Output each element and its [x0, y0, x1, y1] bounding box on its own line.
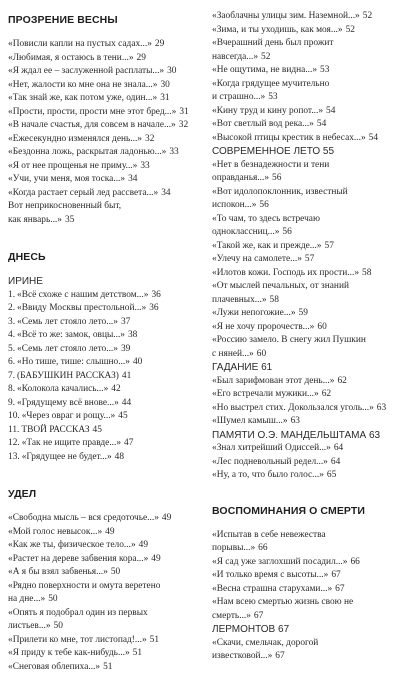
entry-title: «Я сад уже заглохший посадил...»	[212, 556, 348, 567]
toc-entry	[212, 388, 406, 402]
page-number: 64	[333, 443, 344, 453]
section-heading-prozrenie: ПРОЗРЕНИЕ ВЕСНЫ	[8, 14, 118, 26]
entry-number: 9.	[8, 397, 16, 408]
entry-title-line: «Рядно поверхности и омута веретено	[8, 580, 161, 591]
right-column	[212, 10, 406, 664]
page-number: 59	[298, 308, 308, 318]
toc-entry	[8, 437, 204, 451]
section-list-prozrenie	[8, 38, 204, 200]
subsection-title: ЛЕРМОНТОВ	[212, 624, 276, 635]
subsection-heading-lermontov	[212, 623, 406, 637]
section-heading-udel: УДЕЛ	[8, 488, 37, 500]
page-number: 63	[368, 429, 381, 441]
entry-title: «Колокола качались...»	[17, 384, 109, 394]
section-list-continued	[212, 10, 406, 37]
page-number: 57	[324, 240, 334, 251]
entry-title: «Ввиду Москвы престольной...»	[17, 303, 147, 313]
toc-entry	[212, 118, 406, 132]
section-heading-vospominaniya: ВОСПОМИНАНИЯ О СМЕРТИ	[212, 504, 366, 517]
toc-entry	[212, 456, 406, 470]
toc-entry	[8, 329, 204, 343]
toc-entry	[8, 38, 204, 52]
toc-entry	[212, 596, 406, 623]
toc-entry	[8, 92, 204, 106]
toc-entry	[8, 65, 204, 79]
page-number: 56	[282, 227, 292, 237]
toc-entry	[212, 280, 406, 307]
page-number: 39	[120, 343, 131, 354]
entry-title-line: навсегда...»	[212, 51, 259, 62]
entry-title: ТВОЙ РАССКАЗ	[21, 424, 90, 435]
page-number: 49	[151, 553, 161, 564]
page-number: 50	[48, 594, 58, 604]
entry-title: «Высокой птицы крестик в небесах...»	[212, 132, 366, 143]
section-list-den	[8, 289, 204, 465]
page-number: 49	[161, 513, 172, 523]
toc-entry	[212, 442, 406, 456]
toc-entry	[212, 583, 406, 597]
toc-entry	[212, 569, 406, 583]
page-number: 34	[161, 187, 171, 198]
page-number: 37	[120, 316, 131, 327]
toc-entry	[212, 469, 406, 483]
entry-number: 4.	[8, 330, 16, 340]
page-number: 42	[111, 384, 121, 394]
entry-title: «Через овраг и рощу...»	[21, 411, 116, 421]
toc-entry	[8, 424, 204, 438]
toc-entry	[8, 370, 204, 384]
entry-title: «Вот светлый вод река...»	[212, 119, 314, 129]
left-column	[8, 14, 204, 674]
toc-entry	[8, 187, 204, 201]
entry-title: «Нет, жалости ко мне она не знала...»	[8, 79, 158, 90]
entry-title: «Бездонна ложь, раскрытая ладонью...»	[8, 147, 167, 157]
section-list-udel	[8, 512, 204, 580]
entry-title: «Я ждал ее – заслуженной расплаты...»	[8, 66, 165, 76]
page-number: 60	[256, 348, 267, 359]
entry-title-line: испокон...»	[212, 200, 257, 210]
page-number: 29	[154, 39, 165, 49]
entry-title-line: и страшно...»	[212, 92, 266, 102]
entry-title: «Лес подневольный редел...»	[212, 456, 328, 467]
entry-number: 10.	[8, 411, 20, 421]
entry-number: 11.	[8, 424, 20, 435]
toc-entry	[212, 334, 406, 361]
entry-title-line: «Скачи, смельчак, дорогой	[212, 637, 319, 648]
toc-entry	[212, 24, 406, 38]
toc-entry	[8, 634, 204, 648]
page-number: 52	[261, 51, 271, 62]
entry-title: «Не ощутима, не видна...»	[212, 65, 318, 75]
entry-title-line: с няней...»	[212, 348, 254, 359]
entry-title: «Семь лет стояло лето...»	[17, 343, 118, 354]
entry-number: 2.	[8, 303, 16, 313]
subsection-title: СОВРЕМЕННОЕ ЛЕТО	[212, 146, 321, 157]
entry-title: «В начале счастья, для совсем в начале...»	[8, 120, 176, 130]
entry-title: «Заоблачны улицы зим. Наземной...»	[212, 11, 360, 21]
toc-entry	[212, 402, 406, 416]
entry-number: 1.	[8, 289, 16, 300]
toc-entry	[212, 267, 406, 281]
section-list-gadanie	[212, 375, 406, 429]
entry-title: «Но выстрел стих. Докользался уголь...»	[212, 402, 374, 413]
page-number: 45	[92, 424, 102, 435]
entry-title: «Весна страшна старухами...»	[212, 583, 333, 594]
entry-title: «Ну, а то, что было голос...»	[212, 470, 324, 480]
toc-entry	[8, 356, 204, 370]
page-number: 47	[124, 438, 134, 448]
page-number: 41	[121, 370, 132, 381]
entry-title: «Учи, учи меня, моя тоска...»	[8, 174, 126, 184]
section-list-vospominaniya	[212, 556, 406, 597]
page-number: 44	[121, 397, 132, 408]
page-number: 32	[145, 133, 155, 144]
page-number: 49	[138, 540, 149, 550]
toc-entry	[8, 647, 204, 661]
entry-title-line: известковой...»	[212, 651, 273, 661]
entry-title: «Грядущему всё внове...»	[17, 397, 119, 408]
page-number: 62	[337, 375, 347, 386]
entry-number: 6.	[8, 357, 16, 367]
entry-number: 5.	[8, 343, 16, 354]
page-number: 57	[304, 254, 315, 264]
page-number: 67	[278, 624, 290, 635]
toc-entry	[8, 383, 204, 397]
page-number: 54	[316, 119, 327, 129]
entry-number: 12.	[8, 438, 20, 448]
toc-entry	[8, 661, 204, 675]
entry-title: «Илотов кожи. Господь их прости...»	[212, 267, 360, 278]
page-number: 36	[151, 289, 161, 300]
page-number: 56	[259, 200, 269, 210]
toc-entry	[8, 106, 204, 120]
entry-title: «Прилети ко мне, тот листопад!...»	[8, 634, 147, 645]
section-list-mandelshtam	[212, 442, 406, 483]
toc-entry	[212, 159, 406, 186]
page-number: 38	[127, 330, 138, 340]
entry-title: «Зима, и ты уходишь, как моя...»	[212, 24, 343, 35]
subsection-heading-leto	[212, 145, 406, 159]
toc-entry	[8, 200, 204, 227]
entry-title-line: порывы...»	[212, 543, 256, 553]
toc-entry	[8, 173, 204, 187]
entry-title: «Ежесекундно изменялся день...»	[8, 133, 142, 144]
page-number: 67	[331, 570, 341, 580]
entry-title: «Мой голос невысок...»	[8, 526, 103, 537]
page-number: 63	[290, 416, 300, 426]
page-number: 40	[132, 357, 143, 367]
entry-title-line: «Опять я подобрал один из первых	[8, 607, 148, 618]
page-number: 66	[350, 556, 360, 567]
entry-title: «Грядущее не будет...»	[21, 451, 112, 462]
entry-title: «Я не хочу пророчеств...»	[212, 321, 315, 332]
page-number: 58	[362, 267, 372, 278]
toc-entry	[8, 316, 204, 330]
page-number: 66	[258, 543, 268, 553]
page-number: 52	[345, 24, 355, 35]
toc-entry	[8, 397, 204, 411]
entry-number: 7.	[8, 370, 16, 381]
toc-entry	[8, 79, 204, 93]
page-number: 31	[160, 93, 170, 103]
toc-entry	[8, 343, 204, 357]
entry-title-line: Вот неприкосновенный быт,	[8, 201, 122, 211]
entry-title: «А я бы взял забвенья...»	[8, 567, 108, 577]
entry-title: «Любимая, я остаюсь в тени...»	[8, 52, 134, 63]
entry-title: «Повисли капли на пустых садах...»	[8, 39, 152, 49]
page-number: 54	[368, 132, 379, 143]
subsection-title: ПАМЯТИ О.Э. МАНДЕЛЬШТАМА	[212, 429, 367, 441]
toc-entry	[212, 307, 406, 321]
section-heading-den: ДНЕСЬ	[8, 251, 46, 263]
toc-entry	[212, 10, 406, 24]
toc-entry	[212, 132, 406, 146]
entry-title: «Лужи непогожие...»	[212, 308, 296, 318]
toc-entry	[212, 240, 406, 254]
entry-title: «Всё то же: замок, овцы...»	[17, 330, 125, 340]
entry-title: «Так знай же, как потом уже, один...»	[8, 93, 158, 103]
entry-title-line: «Нет в безнадежности и тени	[212, 159, 330, 170]
section-list-leto-continued	[212, 307, 406, 334]
toc-entry	[8, 133, 204, 147]
page-number: 48	[114, 451, 125, 462]
section-list-udel-continued	[8, 634, 204, 675]
page-number: 49	[105, 526, 115, 537]
entry-number: 8.	[8, 384, 16, 394]
page-number: 54	[326, 105, 336, 116]
toc-entry	[212, 556, 406, 570]
page-number: 52	[362, 11, 373, 21]
page-number: 62	[321, 389, 332, 399]
toc-entry	[8, 607, 204, 634]
toc-entry	[212, 253, 406, 267]
entry-title: «Я приду к тебе как-нибудь...»	[8, 648, 130, 658]
entry-title: «Как же ты, физическое тело...»	[8, 540, 136, 550]
page-number: 55	[322, 146, 335, 157]
toc-entry	[8, 526, 204, 540]
page-number: 29	[136, 52, 146, 63]
page-number: 53	[320, 65, 330, 75]
entry-title: «Такой же, как и прежде...»	[212, 240, 322, 251]
entry-title-line: листьев...»	[8, 621, 51, 631]
entry-title-line: «Когда грядущее мучительно	[212, 78, 330, 89]
subsection-heading-gadanie	[212, 361, 406, 375]
entry-title: «Был зарифмован этот день...»	[212, 375, 335, 386]
toc-entry	[212, 186, 406, 213]
page-number: 30	[167, 66, 177, 76]
entry-title: «Знал хитрейший Одиссей...»	[212, 443, 331, 453]
page-number: 35	[64, 214, 75, 225]
toc-entry	[8, 119, 204, 133]
toc-entry	[8, 289, 204, 303]
section-list-continued	[212, 105, 406, 146]
entry-title: «И только время с высоты...»	[212, 570, 329, 580]
toc-entry	[8, 302, 204, 316]
page-number: 67	[253, 610, 264, 621]
toc-entry	[212, 637, 406, 664]
entry-title: «Снеговая облепиха...»	[8, 661, 101, 672]
toc-entry	[8, 451, 204, 465]
entry-title: «Когда растает серый лед рассвета...»	[8, 187, 159, 198]
entry-title-line: смерть...»	[212, 610, 251, 621]
toc-entry	[212, 37, 406, 64]
page-number: 51	[149, 634, 160, 645]
subsection-heading-irine: ИРИНЕ	[8, 276, 43, 287]
entry-title: «Семь лет стояло лето...»	[17, 316, 118, 327]
page-number: 33	[140, 160, 150, 171]
page-number: 50	[53, 621, 63, 631]
entry-title: (БАБУШКИН РАССКАЗ)	[17, 370, 119, 381]
entry-number: 13.	[8, 451, 20, 462]
toc-entry	[8, 539, 204, 553]
toc-entry	[8, 410, 204, 424]
entry-title-line: одноклассниц...»	[212, 227, 280, 237]
page-number: 53	[268, 92, 278, 102]
page-number: 31	[179, 106, 189, 117]
page-number: 63	[376, 402, 387, 413]
entry-title-line: «Россию замело. В снегу жил Пушкин	[212, 335, 366, 345]
page-number: 58	[269, 294, 279, 305]
toc-entry	[212, 415, 406, 429]
toc-entry	[212, 78, 406, 105]
entry-title: «Всё схоже с нашим детством...»	[17, 289, 149, 300]
section-list-leto	[212, 240, 406, 281]
entry-title: «Кину труд и кину ропот...»	[212, 105, 324, 116]
subsection-heading-mandelshtam	[212, 429, 406, 443]
entry-title-line: «От мыслей печальных, от знаний	[212, 281, 349, 291]
page-number: 36	[149, 303, 159, 313]
toc-entry	[8, 553, 204, 567]
entry-title-line: оправданья...»	[212, 173, 270, 183]
page-number: 51	[132, 648, 143, 658]
page-number: 34	[128, 174, 138, 184]
toc-entry	[212, 529, 406, 556]
page-number: 64	[330, 456, 341, 467]
entry-title-line: на дне...»	[8, 594, 46, 604]
page-number: 50	[110, 567, 121, 577]
page-number: 60	[317, 321, 327, 332]
entry-title-line: «То чам, то здесь встречаю	[212, 213, 320, 224]
toc-entry	[212, 321, 406, 335]
entry-title: «Но тише, тише: слышно...»	[17, 357, 130, 367]
entry-title: «Улечу на самолете...»	[212, 254, 302, 264]
page-number: 32	[178, 120, 189, 130]
page-number: 65	[326, 470, 337, 480]
entry-title-line: «Испытав в себе невежества	[212, 529, 326, 540]
entry-title-line: плачевных...»	[212, 294, 267, 305]
toc-entry	[8, 160, 204, 174]
entry-title: «Так не ищите правде...»	[21, 438, 122, 448]
entry-title-line: «Вчерашний день был прожит	[212, 38, 334, 48]
page-number: 67	[335, 583, 345, 594]
toc-entry	[212, 213, 406, 240]
entry-number: 3.	[8, 316, 16, 327]
page-number: 56	[272, 173, 282, 183]
page-number: 33	[169, 147, 179, 157]
entry-title-line: как январь...»	[8, 214, 62, 225]
toc-entry	[8, 52, 204, 66]
entry-title: «Шумел камыш...»	[212, 416, 288, 426]
page-number: 67	[275, 651, 285, 661]
page-number: 61	[261, 362, 273, 373]
entry-title: «Я от нее прощенья не приму...»	[8, 160, 138, 171]
entry-title-line: «Нам всею смертью жизнь свою не	[212, 597, 354, 607]
page-number: 45	[118, 411, 128, 421]
toc-entry	[8, 512, 204, 526]
page-number: 51	[103, 661, 113, 672]
entry-title-line: «Вот идолопоклонник, известный	[212, 186, 348, 197]
toc-entry	[212, 375, 406, 389]
entry-title: «Прости, прости, прости мне этот бред...»	[8, 106, 177, 117]
toc-entry	[8, 146, 204, 160]
subsection-title: ГАДАНИЕ	[212, 362, 259, 373]
entry-title: «Свободна мысль – вся средоточье...»	[8, 513, 159, 523]
toc-entry	[212, 105, 406, 119]
toc-entry	[8, 580, 204, 607]
entry-title: «Его встречали мужики...»	[212, 389, 319, 399]
toc-entry	[8, 566, 204, 580]
entry-title: «Растет на дереве забвения кора...»	[8, 553, 149, 564]
toc-entry	[212, 64, 406, 78]
page-number: 30	[160, 79, 170, 90]
